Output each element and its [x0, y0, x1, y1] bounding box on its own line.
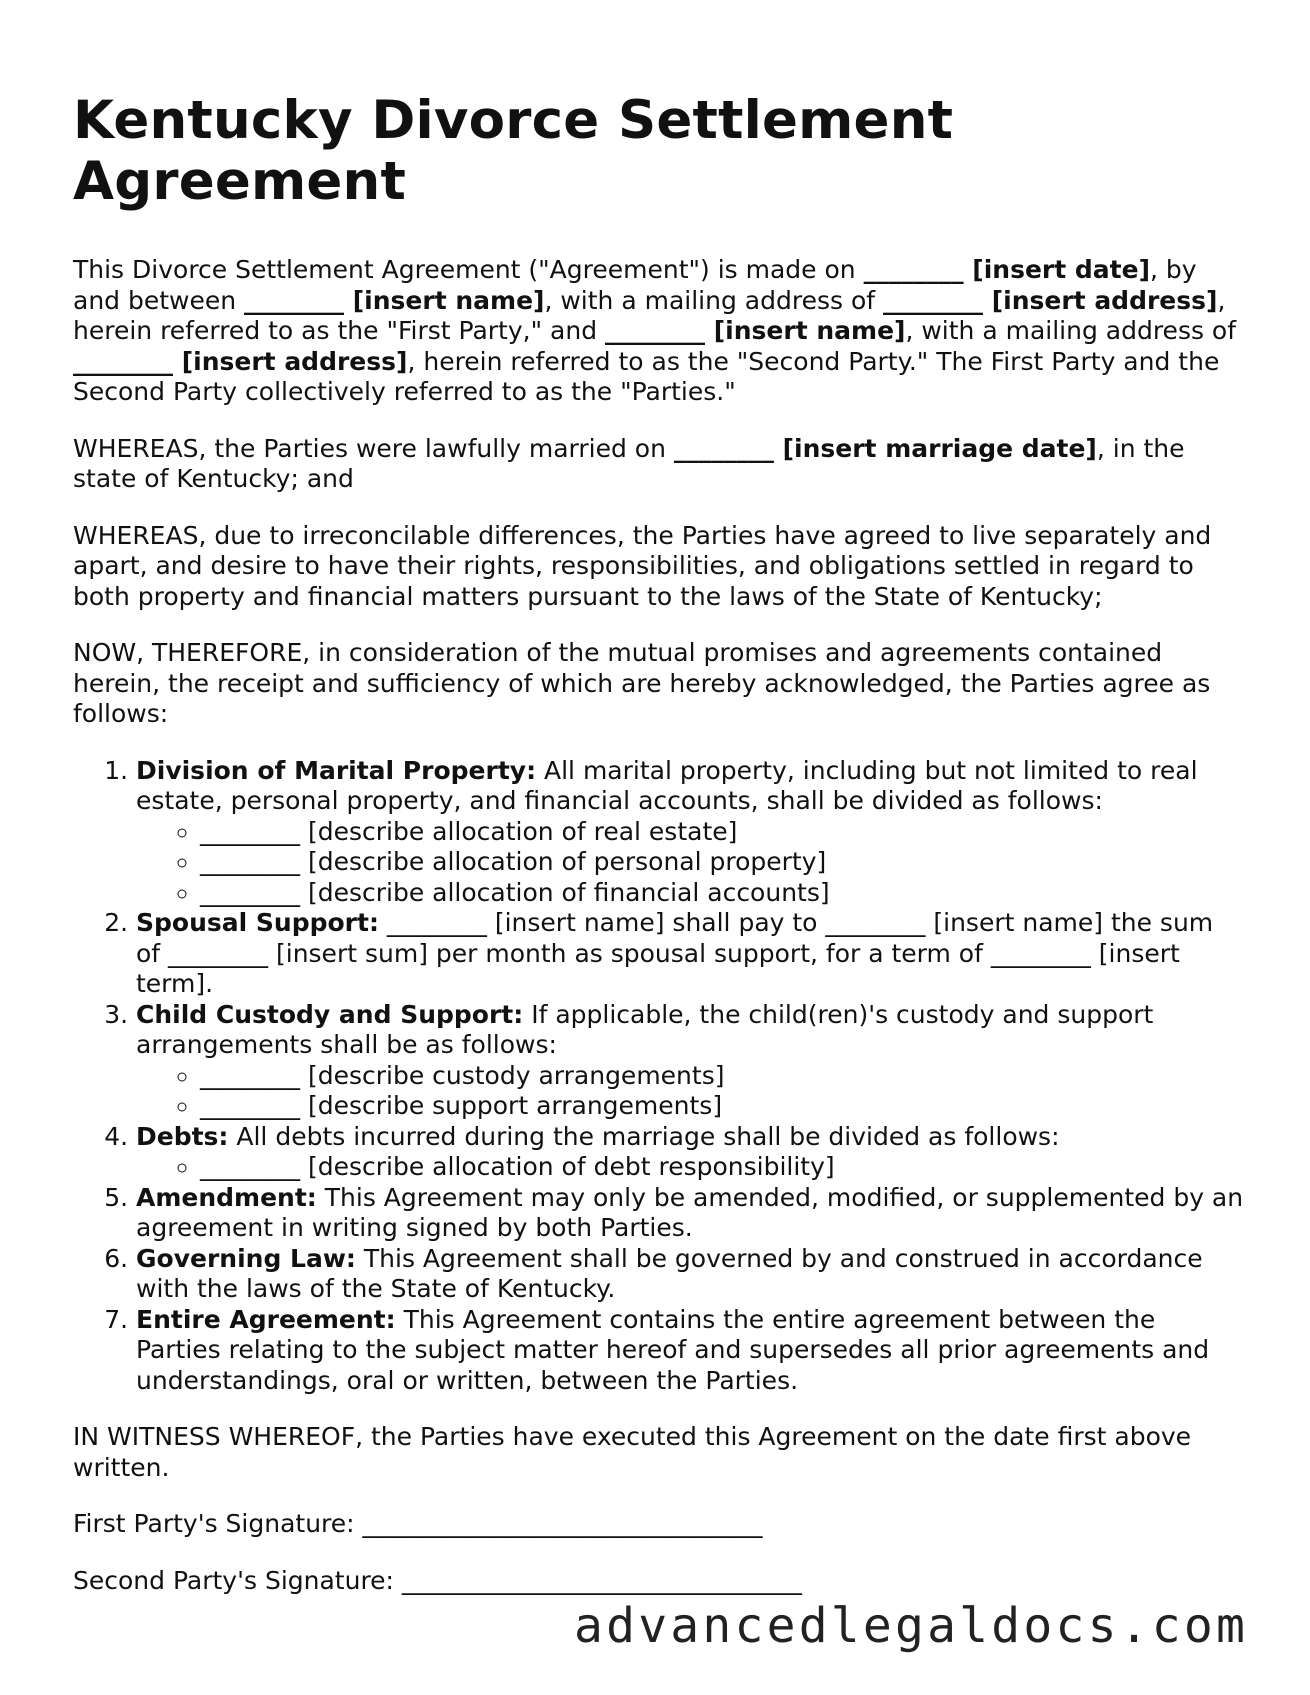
site-watermark: advancedlegaldocs.com	[574, 1598, 1249, 1654]
section-division-of-property	[136, 756, 1245, 909]
second-party-signature-line[interactable]: Second Party's Signature: ________________________________	[73, 1565, 802, 1595]
section-text: All debts incurred during the marriage shall be divided as follows:	[228, 1121, 1060, 1151]
section-heading: Division of Marital Property:	[136, 755, 537, 785]
section-entire-agreement	[136, 1305, 1245, 1397]
list-item: ◦ ________ [describe custody arrangements]	[200, 1061, 1245, 1092]
first-party-address-placeholder: ________ [insert address]	[883, 285, 1218, 315]
marriage-date-placeholder: ________ [insert marriage date]	[673, 433, 1097, 463]
intro-text-3: , with a mailing address of	[544, 285, 883, 315]
document-page	[73, 90, 1245, 1622]
section-spousal-support	[136, 908, 1245, 1000]
custody-subitems	[136, 1061, 1245, 1122]
section-text: All marital property, including but not limited to real estate, personal property, and financial accounts, shall be divided as follows:	[136, 755, 1198, 815]
section-debts	[136, 1122, 1245, 1183]
intro-paragraph	[73, 255, 1245, 408]
intro-text-1: This Divorce Settlement Agreement ("Agreement") is made on	[73, 255, 864, 284]
list-item: ◦ ________ [describe allocation of debt responsibility]	[200, 1152, 1245, 1183]
list-item: ◦ ________ [describe allocation of personal property]	[200, 847, 1245, 878]
date-placeholder: ________ [insert date]	[863, 255, 1151, 284]
section-heading: Spousal Support:	[136, 908, 379, 937]
document-title: Kentucky Divorce Settlement Agreement	[73, 90, 954, 212]
whereas-differences-paragraph: WHEREAS, due to irreconcilable differences, the Parties have agreed to live separately and apart, and desire to have their rights, responsibilities, and obligations settled in regard to both property and financial matters pursuant to the laws of the State of Kentucky;	[73, 520, 1212, 611]
property-subitems	[136, 817, 1245, 909]
section-heading: Governing Law:	[136, 1243, 356, 1273]
whereas-marriage-text-1: WHEREAS, the Parties were lawfully married on	[73, 433, 674, 463]
section-heading: Debts:	[136, 1121, 229, 1151]
intro-text-4: , herein referred to as the "First Party," and	[73, 285, 1226, 345]
first-party-name-placeholder: ________ [insert name]	[244, 285, 545, 315]
debt-subitems	[136, 1152, 1245, 1183]
terms-list	[73, 756, 1245, 1397]
section-heading: Amendment:	[136, 1182, 317, 1212]
second-party-name-placeholder: ________ [insert name]	[605, 316, 906, 345]
list-item: ◦ ________ [describe support arrangements]	[200, 1091, 1245, 1122]
section-text: This Agreement contains the entire agreement between the Parties relating to the subject matter hereof and supersedes all prior agreements and understandings, oral or written, between the Parties.	[136, 1304, 1210, 1395]
section-text: If applicable, the child(ren)'s custody and support arrangements shall be as follows:	[136, 999, 1154, 1059]
section-text: This Agreement shall be governed by and construed in accordance with the laws of the State of Kentucky.	[136, 1243, 1203, 1303]
intro-text-2: , by and between	[73, 255, 1197, 315]
section-child-custody	[136, 1000, 1245, 1122]
whereas-marriage-text-2: , in the state of Kentucky; and	[73, 433, 1185, 493]
section-governing-law	[136, 1244, 1245, 1305]
section-text: ________ [insert name] shall pay to ________ [insert name] the sum of ________ [insert sum] per month as spousal support, for a term of ________ [insert term].	[136, 908, 1214, 998]
first-party-signature-line[interactable]: First Party's Signature: ________________________________	[73, 1509, 763, 1538]
section-amendment	[136, 1183, 1245, 1244]
section-heading: Entire Agreement:	[136, 1304, 396, 1334]
list-item: ◦ ________ [describe allocation of financial accounts]	[200, 878, 1245, 909]
whereas-marriage-paragraph	[73, 434, 1245, 495]
section-heading: Child Custody and Support:	[136, 999, 524, 1029]
intro-text-5: , with a mailing address of	[905, 316, 1237, 345]
now-therefore-paragraph: NOW, THEREFORE, in consideration of the mutual promises and agreements contained herein, the receipt and sufficiency of which are hereby acknowledged, the Parties agree as follows:	[73, 638, 1211, 728]
section-text: This Agreement may only be amended, modified, or supplemented by an agreement in writing signed by both Parties.	[136, 1182, 1244, 1242]
list-item: ◦ ________ [describe allocation of real estate]	[200, 817, 1245, 848]
second-party-address-placeholder: ________ [insert address]	[73, 346, 408, 376]
intro-text-6: , herein referred to as the "Second Party." The First Party and the Second Party collectively referred to as the "Parties."	[73, 346, 1220, 406]
witness-paragraph: IN WITNESS WHEREOF, the Parties have executed this Agreement on the date first above written.	[73, 1422, 1192, 1482]
